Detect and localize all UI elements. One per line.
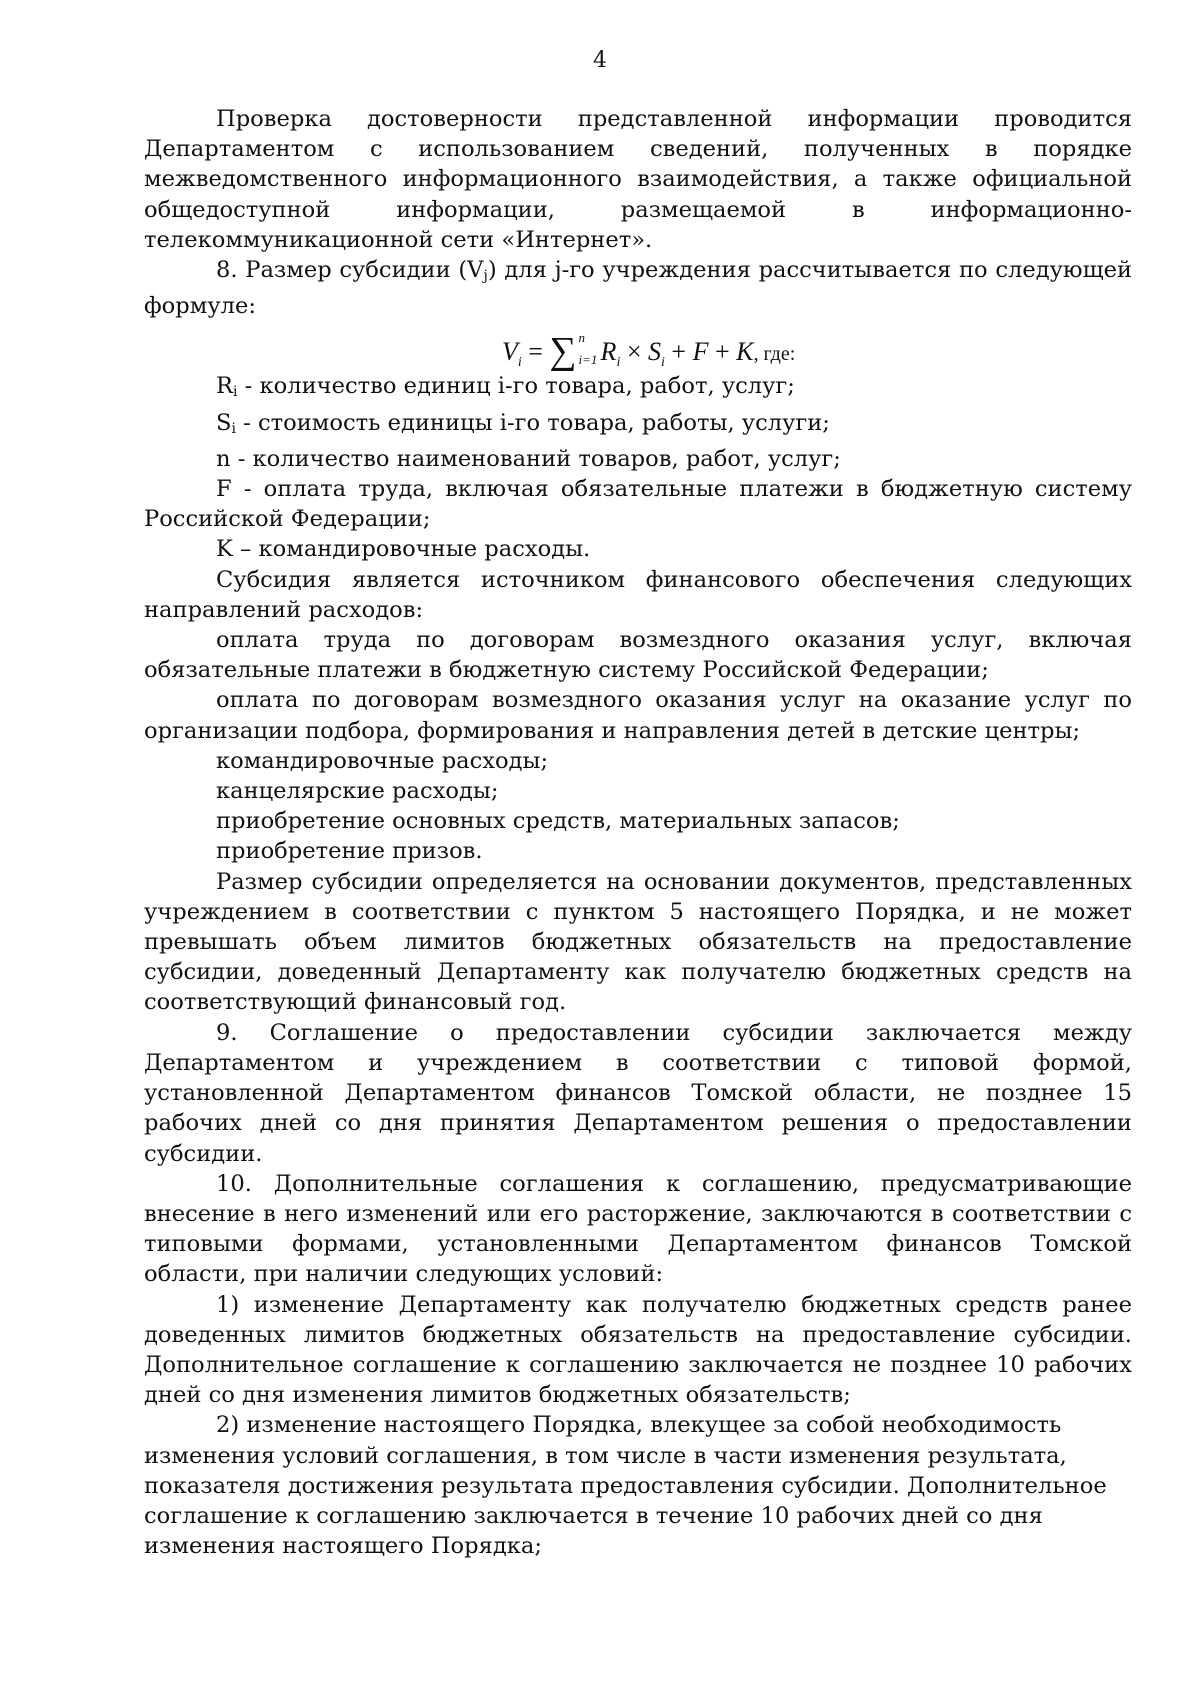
sum-limits <box>577 325 601 371</box>
paragraph-10: 10. Дополнительные соглашения к соглашению, предусматривающие внесение в него изменений или его расторжение, заключаются в соответствии с типовыми формами, установленными Департаментом финансов Томской области, при наличии следующих условий: <box>144 1170 1132 1288</box>
page-number: 4 <box>593 48 607 73</box>
formula-s-subscript: i <box>661 355 665 371</box>
formula-times: × <box>620 337 648 367</box>
paragraph-8-text: 8. Размер субсидии (V <box>216 257 484 284</box>
definition-s-text: - стоимость единицы i-го товара, работы, услуги; <box>235 409 830 436</box>
formula-f: F <box>692 337 709 367</box>
expense-item-1: оплата труда по договорам возмездного оказания услуг, включая обязательные платежи в бюджетную систему Российской Федерации; <box>144 627 1132 684</box>
definition-r <box>144 371 1132 407</box>
formula-tail: , где: <box>753 343 796 366</box>
expense-item-4: канцелярские расходы; <box>216 778 499 805</box>
formula-plus-1: + <box>664 337 693 367</box>
definition-s-subscript: i <box>231 420 236 437</box>
definition-n: n - количество наименований товаров, работ, услуг; <box>216 445 841 472</box>
formula-equals: = <box>521 337 550 367</box>
paragraph-subsidy-directions: Субсидия является источником финансового обеспечения следующих направлений расходов: <box>144 566 1132 623</box>
expense-item-5: приобретение основных средств, материальных запасов; <box>216 808 900 835</box>
expense-item-2: оплата по договорам возмездного оказания услуг на оказание услуг по организации подбора, формирования и направления детей в детские центры; <box>144 687 1132 744</box>
paragraph-8-tail: ) для j-го учреждения рассчитывается по следующей формуле: <box>144 257 1133 320</box>
paragraph-8 <box>144 255 1132 321</box>
document-body <box>144 104 1132 1561</box>
formula-s: S <box>648 337 661 367</box>
definition-r-text: - количество единиц i-го товара, работ, услуг; <box>237 373 795 400</box>
sum-symbol: ∑ <box>549 330 577 373</box>
formula-plus-2: + <box>708 337 737 367</box>
paragraph-10-item-1: 1) изменение Департаменту как получателю бюджетных средств ранее доведенных лимитов бюджетных обязательств на предоставление субсидии. Дополнительное соглашение к соглашению заключается не позднее 10 рабочих дней со дня изменения лимитов бюджетных обязательств; <box>144 1291 1132 1409</box>
expense-item-6: приобретение призов. <box>216 838 483 865</box>
paragraph-verification: Проверка достоверности представленной информации проводится Департаментом с использованием сведений, полученных в порядке межведомственного информационного взаимодействия, а также официальной общедоступной информации, размещаемой в информационно-телекоммуникационной сети «Интернет». <box>144 106 1132 253</box>
subsidy-formula <box>144 325 1132 371</box>
definition-s <box>144 408 1132 444</box>
sum-upper-limit: n <box>578 330 586 346</box>
formula-lhs: V <box>502 337 518 367</box>
definition-r-subscript: i <box>233 384 238 401</box>
paragraph-10-item-2: 2) изменение настоящего Порядка, влекущее за собой необходимость изменения условий соглашения, в том числе в части изменения результата, показателя достижения результата предоставления субсидии. Дополнительное соглашение к соглашению заключается в течение 10 рабочих дней со дня изменения настоящего Порядка; <box>144 1412 1107 1560</box>
paragraph-subsidy-size: Размер субсидии определяется на основании документов, представленных учреждением в соответствии с пунктом 5 настоящего Порядка, и не может превышать объем лимитов бюджетных обязательств на предоставление субсидии, доведенный Департаменту как получателю бюджетных средств на соответствующий финансовый год. <box>144 868 1132 1016</box>
formula-r-subscript: i <box>616 355 621 371</box>
expense-item-3: командировочные расходы; <box>216 747 549 774</box>
formula-r: R <box>600 337 617 367</box>
definition-r-symbol: R <box>216 373 234 400</box>
formula-k: K <box>736 337 754 367</box>
paragraph-9: 9. Соглашение о предоставлении субсидии заключается между Департаментом и учреждением в соответствии с типовой формой, установленной Департаментом финансов Томской области, не позднее 15 рабочих дней со дня принятия Департаментом решения о предоставлении субсидии. <box>144 1019 1132 1167</box>
definition-s-symbol: S <box>216 409 232 436</box>
formula-lhs-subscript: i <box>517 355 522 371</box>
sum-lower-limit: i=1 <box>578 352 598 368</box>
definition-f: F - оплата труда, включая обязательные платежи в бюджетную систему Российской Федерации; <box>144 476 1132 533</box>
paragraph-8-subscript: j <box>483 268 488 285</box>
definition-k: K – командировочные расходы. <box>216 536 591 563</box>
